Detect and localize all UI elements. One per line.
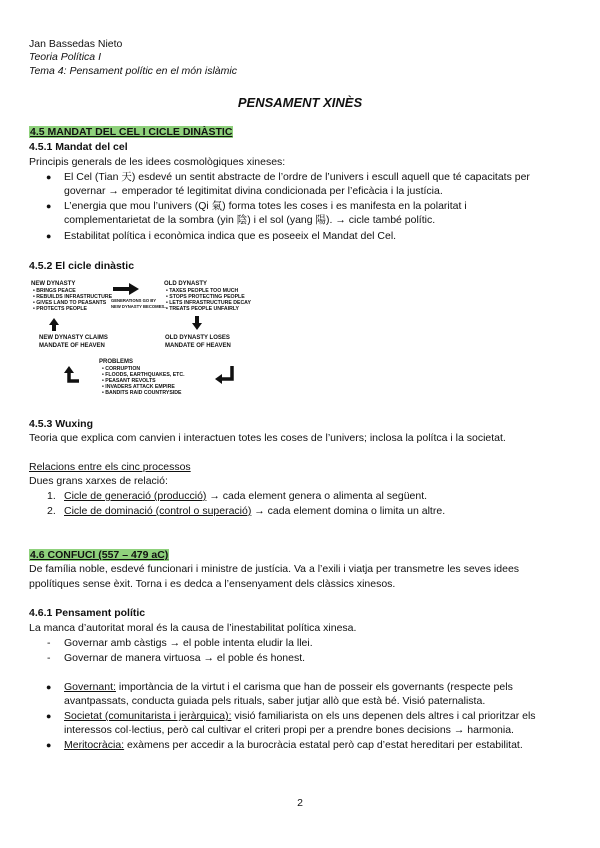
governant-line2: avantpassats, conducta guiada pels rituals, saber jutjar allò que està bé. Visió paternalista.	[64, 695, 486, 707]
subsection-4-5-1-heading: 4.5.1 Mandat del cel	[29, 141, 128, 153]
new-dynasty-item: • BRINGS PEACE	[33, 288, 76, 294]
problems-label: PROBLEMS	[99, 359, 134, 365]
problem-item: • FLOODS, EARTHQUAKES, ETC.	[102, 372, 185, 378]
confucius-bio-line1: De família noble, esdevé funcionari i ministre de justícia. Va a l’exili i viatja per transmetre les seves idees	[29, 563, 520, 575]
list-number: 2.	[47, 505, 56, 517]
claims-mandate-line2: MANDATE OF HEAVEN	[39, 343, 105, 349]
curved-arrow-up-icon	[64, 366, 79, 381]
bullet-icon: ●	[46, 711, 52, 721]
loses-mandate-line1: OLD DYNASTY LOSES	[165, 335, 230, 341]
claims-mandate-line1: NEW DYNASTY CLAIMS	[39, 335, 108, 341]
problem-item: • CORRUPTION	[102, 366, 141, 372]
dynastic-cycle-diagram	[29, 276, 259, 398]
middle-text-line2: NEW DYNASTY BECOMES...	[111, 304, 168, 309]
generation-cycle-item: Cicle de generació (producció) → cada element genera o alimenta al següent.	[64, 490, 428, 502]
old-dynasty-item: • TREATS PEOPLE UNFAIRLY	[166, 306, 240, 312]
section-4-5-heading: 4.5 MANDAT DEL CEL I CICLE DINÀSTIC	[30, 126, 233, 138]
page-number: 2	[297, 797, 303, 809]
relations-title: Relacions entre els cinc processos	[29, 461, 191, 473]
confucius-bio-line2: ppolítiques sense èxit. Torna i es dedca a l’ensenyament dels clàssics xinesos.	[29, 578, 396, 590]
wuxing-definition: Teoria que explica com canvien i interactuen totes les coses de l’univers; inclosa la polítca i la societat.	[29, 432, 506, 444]
relations-intro: Dues grans xarxes de relació:	[29, 475, 168, 487]
new-dynasty-item: • GIVES LAND TO PEASANTS	[33, 300, 107, 306]
old-dynasty-item: • LETS INFRASTRUCTURE DECAY	[166, 300, 251, 306]
arrow-right-icon	[113, 283, 139, 295]
subsection-4-6-1-heading: 4.6.1 Pensament polític	[29, 607, 146, 619]
societat-line1: Societat (comunitarista i jeràrquica): visió familiarista on els uns depenen dels altres i cal prioritzar els	[64, 710, 536, 722]
problem-item: • PEASANT REVOLTS	[102, 378, 156, 384]
governant-line1: Governant: importància de la virtut i el carisma que han de posseir els governants (respecte pels	[64, 681, 513, 693]
moral-authority-text: La manca d’autoritat moral és la causa de l’inestabilitat política xinesa.	[29, 622, 357, 634]
dash-icon: -	[47, 637, 51, 649]
problem-item: • BANDITS RAID COUNTRYSIDE	[102, 390, 182, 396]
govern-virtue-item: Governar de manera virtuosa → el poble és honest.	[64, 652, 306, 664]
new-dynasty-label: NEW DYNASTY	[31, 281, 76, 287]
meritocracia-line: Meritocràcia: exàmens per accedir a la burocràcia estatal però cap d’estat hereditari per estabilitat.	[64, 739, 523, 751]
societat-line2: interessos col·lectius, però cal cultivar el criteri propi per a prendre bones decisions → harmonia.	[64, 724, 514, 736]
bullet-icon: ●	[46, 682, 52, 692]
section-4-6-heading: 4.6 CONFUCI (557 – 479 aC)	[30, 549, 169, 561]
page-title: PENSAMENT XINÈS	[237, 95, 363, 110]
old-dynasty-label: OLD DYNASTY	[164, 281, 208, 287]
bullet-icon: ●	[46, 201, 52, 211]
bullet-cel-line2: governar → emperador té legitimitat divina condicionada per l’eficàcia i la justícia.	[64, 185, 443, 197]
domination-cycle-item: Cicle de dominació (control o superació) → cada element domina o limita un altre.	[64, 505, 446, 517]
loses-mandate-line2: MANDATE OF HEAVEN	[165, 343, 231, 349]
old-dynasty-item: • TAXES PEOPLE TOO MUCH	[166, 288, 239, 294]
curved-arrow-left-icon	[215, 366, 232, 384]
arrow-down-icon	[192, 316, 202, 330]
course-name: Teoria Política I	[29, 51, 101, 63]
principles-intro: Principis generals de les idees cosmològiques xineses:	[29, 156, 286, 168]
bullet-qi-line2: complementarietat de la sombra (yin 陰) i el sol (yang 陽). → cicle també polític.	[64, 214, 436, 226]
govern-punishment-item: Governar amb càstigs → el poble intenta eludir la llei.	[64, 637, 313, 649]
author-name: Jan Bassedas Nieto	[29, 38, 123, 50]
dash-icon: -	[47, 652, 51, 664]
arrow-up-icon	[49, 318, 59, 331]
bullet-qi-line1: L’energia que mou l’univers (Qi 氣) forma totes les coses i es manifesta en la polaritat i	[64, 200, 467, 212]
bullet-icon: ●	[46, 740, 52, 750]
subsection-4-5-3-heading: 4.5.3 Wuxing	[29, 418, 93, 430]
problem-item: • INVADERS ATTACK EMPIRE	[102, 384, 175, 390]
bullet-icon: ●	[46, 231, 52, 241]
topic-name: Tema 4: Pensament polític en el món islàmic	[29, 65, 237, 77]
middle-text-line1: GENERATIONS GO BY	[111, 298, 157, 303]
bullet-cel-line1: El Cel (Tian 天) esdevé un sentit abstracte de l’ordre de l’univers i escull aquell que té capacitats per	[64, 171, 530, 183]
bullet-stability: Estabilitat política i econòmica indica que es poseeix el Mandat del Cel.	[64, 230, 397, 242]
old-dynasty-item: • STOPS PROTECTING PEOPLE	[166, 294, 245, 300]
new-dynasty-item: • REBUILDS INFRASTRUCTURE	[33, 294, 113, 300]
subsection-4-5-2-heading: 4.5.2 El cicle dinàstic	[29, 260, 135, 272]
new-dynasty-item: • PROTECTS PEOPLE	[33, 306, 87, 312]
list-number: 1.	[47, 490, 56, 502]
bullet-icon: ●	[46, 172, 52, 182]
